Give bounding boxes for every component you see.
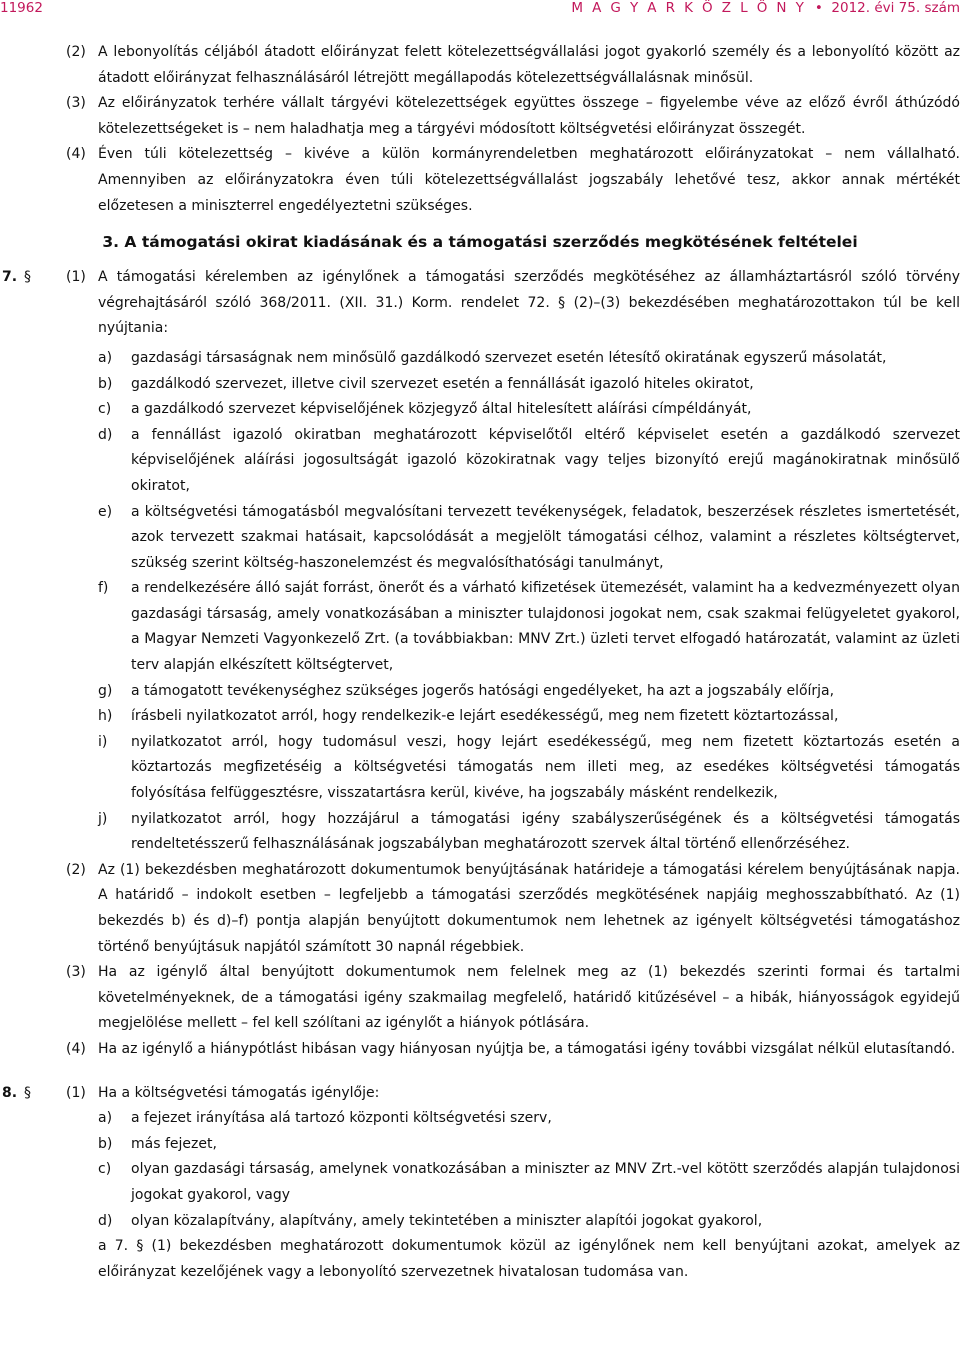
item-text: más fejezet, — [131, 1135, 217, 1152]
item-letter: c) — [98, 401, 112, 418]
document-body — [0, 40, 960, 1285]
item-letter: h) — [98, 708, 113, 725]
list-item — [0, 704, 960, 730]
item-letter: g) — [98, 682, 113, 699]
paragraph — [0, 960, 960, 1037]
paragraph-text: Ha az igénylő által benyújtott dokumentumok nem felelnek meg az (1) bekezdés szerinti formai és tartalmi követelményeknek, de a támogatási igény szakmailag megfelelő, határidő kitűzésével – a hibák, hiányosságok egyidejű megjelölése mellett – fel kell szólítani az igénylőt a hiányok pótlására. — [98, 964, 960, 1032]
list-item — [0, 1209, 960, 1235]
section-symbol: § — [24, 269, 31, 286]
item-letter: f) — [98, 580, 109, 597]
journal-issue — [571, 0, 960, 16]
item-letter: b) — [98, 1135, 113, 1152]
item-letter: c) — [98, 1161, 112, 1178]
item-text: a fennállást igazoló okiratban meghatározott képviselőtől eltérő képviselet esetén a gazdálkodó szervezet képviselőjének aláírási jogosultságát igazoló közokiratnak vagy teljes bizonyító erejű magánokiratnak minősülő okiratot, — [131, 426, 960, 494]
item-letter: a) — [98, 349, 113, 366]
issue-label: 2012. évi 75. szám — [831, 0, 960, 16]
section-heading: 3. A támogatási okirat kiadásának és a támogatási szerződés megkötésének feltételei — [102, 233, 858, 252]
list-item — [0, 1132, 960, 1158]
page-header — [0, 0, 960, 22]
paragraph — [0, 858, 960, 960]
item-letter: d) — [98, 1212, 113, 1229]
paragraph-text: Ha a költségvetési támogatás igénylője: — [98, 1084, 380, 1101]
paragraph-text: Az előirányzatok terhére vállalt tárgyévi kötelezettségek együttes összege – figyelembe véve az előző évről áthúzódó kötelezettségeket is – nem haladhatja meg a tárgyévi módosított költségvetési előirányzat összegét. — [98, 95, 960, 137]
list-item — [0, 397, 960, 423]
section-symbol: § — [24, 1084, 31, 1101]
section-8-paragraph-1 — [0, 1081, 960, 1107]
paragraph — [0, 1037, 960, 1063]
item-text: nyilatkozatot arról, hogy hozzájárul a támogatási igény szabályszerűségének és a költségvetési támogatás rendeltetésszerű felhasználásának jogszabályban meghatározott szervek által történő ellenőrzéséhez. — [131, 810, 960, 853]
list-item — [0, 807, 960, 858]
paragraph-number: (3) — [66, 964, 86, 981]
header-separator: • — [814, 0, 823, 16]
item-letter: a) — [98, 1110, 113, 1127]
item-text: a költségvetési támogatásból megvalósítani tervezett tevékenységek, feladatok, beszerzések részletes ismertetését, azok tervezett szakmai hatásait, kapcsolódását a megjelölt támogatási célhoz, valamint a részletes költségtervet, szükség szerint költség-haszonelemzést és megvalósíthatósági tanulmányt, — [131, 503, 960, 571]
list-item — [0, 500, 960, 577]
item-text: nyilatkozatot arról, hogy tudomásul veszi, hogy lejárt esedékességű, meg nem fizetett köztartozás esetén a köztartozás megfizetéséig a költségvetési támogatás nem illeti meg, az esedékes költségvetési támogatás folyósítása felfüggesztésre, visszatartásra kerül, kivéve, ha jogszabály másként rendelkezik, — [131, 733, 960, 802]
paragraph-number: (1) — [66, 269, 86, 286]
item-text: írásbeli nyilatkozatot arról, hogy rendelkezik-e lejárt esedékességű, meg nem fizetett köztartozással, — [131, 708, 839, 725]
paragraph — [0, 142, 960, 219]
paragraph-number: (1) — [66, 1084, 86, 1101]
item-text: olyan gazdasági társaság, amelynek vonatkozásában a miniszter az MNV Zrt.-vel kötött szerződés alapján tulajdonosi jogokat gyakorol, vagy — [131, 1161, 960, 1203]
item-text: gazdasági társaságnak nem minősülő gazdálkodó szervezet esetén létesítő okiratának egyszerű másolatát, — [131, 349, 887, 366]
paragraph-number: (4) — [66, 1040, 86, 1057]
list-item — [0, 346, 960, 372]
paragraph-number: (2) — [66, 861, 86, 878]
item-letter: b) — [98, 375, 113, 392]
paragraph-text: A lebonyolítás céljából átadott előirányzat felett kötelezettségvállalási jogot gyakorló személy és a lebonyolító között az átadott előirányzat felhasználásáról létrejött megállapodás kötelezettségvállalásnak minősül. — [98, 44, 960, 86]
paragraph-text: Ha az igénylő a hiánypótlást hibásan vagy hiányosan nyújtja be, a támogatási igény további vizsgálat nélkül elutasítandó. — [98, 1040, 956, 1057]
list-item — [0, 679, 960, 705]
item-letter: e) — [98, 503, 113, 520]
item-letter: j) — [98, 810, 108, 827]
item-text: gazdálkodó szervezet, illetve civil szervezet esetén a fennállását igazoló hiteles okiratot, — [131, 375, 754, 392]
page-number: 11962 — [0, 0, 43, 16]
list-item — [0, 372, 960, 398]
closing-text: a 7. § (1) bekezdésben meghatározott dokumentumok közül az igénylőnek nem kell benyújtani azokat, amelyek az előirányzat kezelőjének vagy a lebonyolító szervezetnek hivatalosan tudomása van. — [98, 1238, 960, 1280]
list-item — [0, 730, 960, 807]
paragraph-text: Az (1) bekezdésben meghatározott dokumentumok benyújtásának határideje a támogatási kérelem benyújtásának napja. A határidő – indokolt esetben – legfeljebb a támogatási szerződés megkötésének napjáig meghosszabbítható. Az (1) bekezdés b) és d)–f) pontja alapján benyújtott dokumentumok nem lehetnek az igényelt költségvetési támogatáshoz történő benyújtásuk napjától számított 30 napnál régebbiek. — [98, 861, 960, 955]
section-number: 8. — [2, 1084, 18, 1101]
paragraph — [0, 91, 960, 142]
item-text: a támogatott tevékenységhez szükséges jogerős hatósági engedélyeket, ha azt a jogszabály előírja, — [131, 682, 835, 699]
paragraph-number: (2) — [66, 44, 86, 60]
list-item — [0, 1106, 960, 1132]
item-text: a fejezet irányítása alá tartozó központi költségvetési szerv, — [131, 1110, 552, 1127]
list-item — [0, 423, 960, 500]
section-7-paragraph-1 — [0, 265, 960, 342]
item-letter: i) — [98, 733, 108, 750]
paragraph-number: (3) — [66, 95, 86, 112]
paragraph-text: A támogatási kérelemben az igénylőnek a támogatási szerződés megkötéséhez az államháztartásról szóló törvény végrehajtásáról szóló 368/2011. (XII. 31.) Korm. rendelet 72. § (2)–(3) bekezdésében meghatározottakon túl be kell nyújtania: — [98, 269, 960, 337]
item-text: olyan közalapítvány, alapítvány, amely tekintetében a miniszter alapítói jogokat gyakorol, — [131, 1212, 763, 1229]
paragraph-number: (4) — [66, 146, 86, 163]
item-text: a rendelkezésére álló saját forrást, önerőt és a várható kifizetések ütemezését, valamint ha a kedvezményezett olyan gazdasági társaság, amely vonatkozásában a miniszter tulajdonosi jogokat nem, csak szakmai felügyeletet gyakorol, a Magyar Nemzeti Vagyonkezelő Zrt. (a továbbiakban: MNV Zrt.) üzleti tervet elfogadó határozatát, valamint az üzleti terv alapján elkészített költségtervet, — [131, 580, 960, 674]
item-text: a gazdálkodó szervezet képviselőjének közjegyző által hitelesített aláírási címpéldányát, — [131, 401, 752, 418]
list-item — [0, 576, 960, 678]
paragraph — [0, 40, 960, 91]
item-letter: d) — [98, 426, 113, 443]
list-item — [0, 1157, 960, 1208]
section-number: 7. — [2, 269, 18, 286]
paragraph-text: Éven túli kötelezettség – kivéve a külön kormányrendeletben meghatározott előirányzatokat – nem vállalható. Amennyiben az előirányzatokra éven túli kötelezettségvállalást jogszabály lehetővé tesz, akkor annak mértékét előzetesen a miniszterrel engedélyeztetni szükséges. — [98, 146, 960, 214]
journal-name: M A G Y A R K Ö Z L Ö N Y — [571, 0, 807, 16]
